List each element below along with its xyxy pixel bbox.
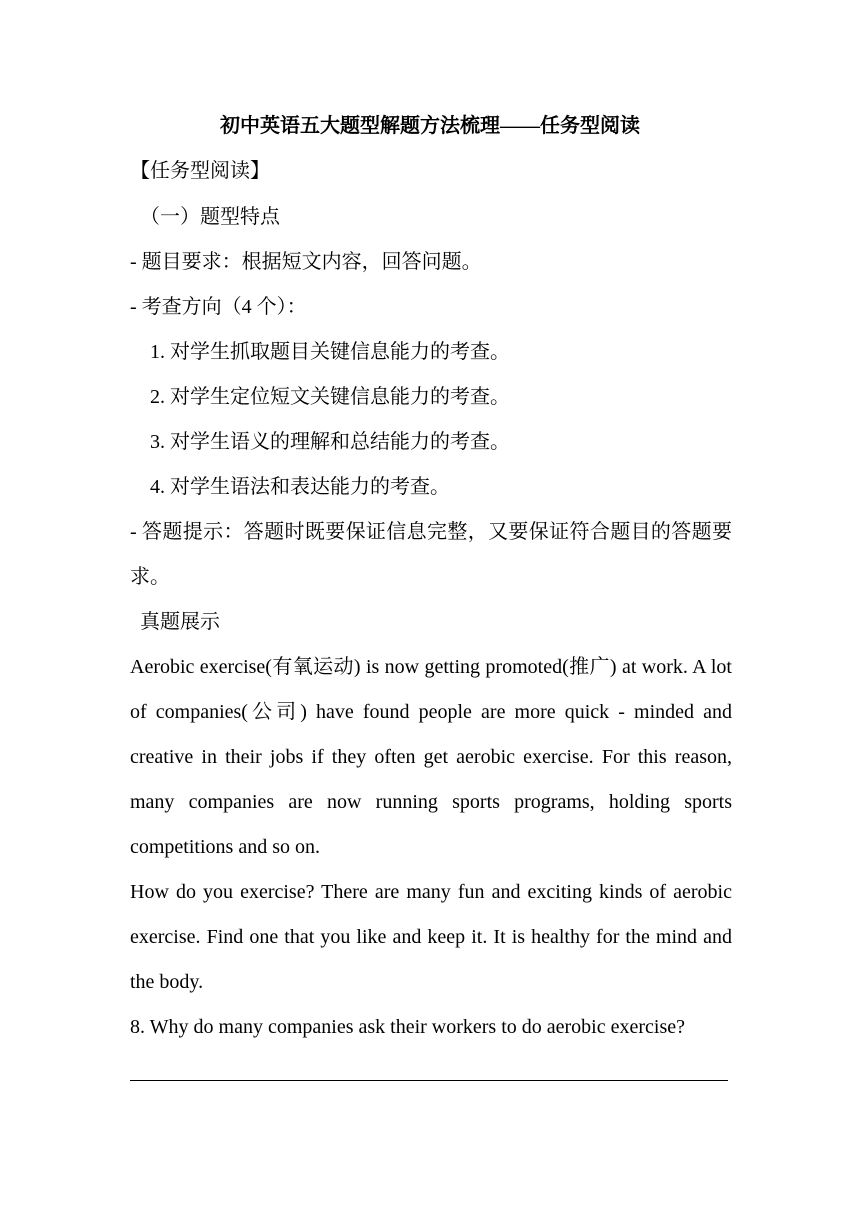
section-heading: 【任务型阅读】 — [130, 160, 270, 182]
page-title: 初中英语五大题型解题方法梳理——任务型阅读 — [220, 115, 640, 137]
example-heading: 真题展示 — [140, 611, 220, 633]
passage-paragraph: How do you exercise? There are many fun and exciting kinds of aerobic exercise. Find one that you like and keep it. It is healthy for the mind and the body. — [130, 881, 732, 993]
direction-item: 4. 对学生语法和表达能力的考查。 — [150, 476, 450, 498]
answer-tip: - 答题提示：答题时既要保证信息完整，又要保证符合题目的答题要求。 — [130, 521, 732, 588]
requirement-text: - 题目要求：根据短文内容，回答问题。 — [130, 251, 482, 273]
direction-item: 1. 对学生抓取题目关键信息能力的考查。 — [150, 341, 510, 363]
answer-line[interactable] — [130, 1080, 728, 1081]
direction-item: 2. 对学生定位短文关键信息能力的考查。 — [150, 386, 510, 408]
direction-item: 3. 对学生语义的理解和总结能力的考查。 — [150, 431, 510, 453]
question-text: 8. Why do many companies ask their workers to do aerobic exercise? — [130, 1016, 685, 1038]
subsection-heading: （一）题型特点 — [140, 206, 280, 228]
passage-paragraph: Aerobic exercise(有氧运动) is now getting promoted(推广) at work. A lot of companies(公司) have found people are more quick - minded and creative in their jobs if they often get aerobic exercise. For this reason, many companies are now running sports programs, holding sports competitions and so on. — [130, 656, 732, 858]
directions-heading: - 考查方向（4 个）： — [130, 296, 307, 318]
